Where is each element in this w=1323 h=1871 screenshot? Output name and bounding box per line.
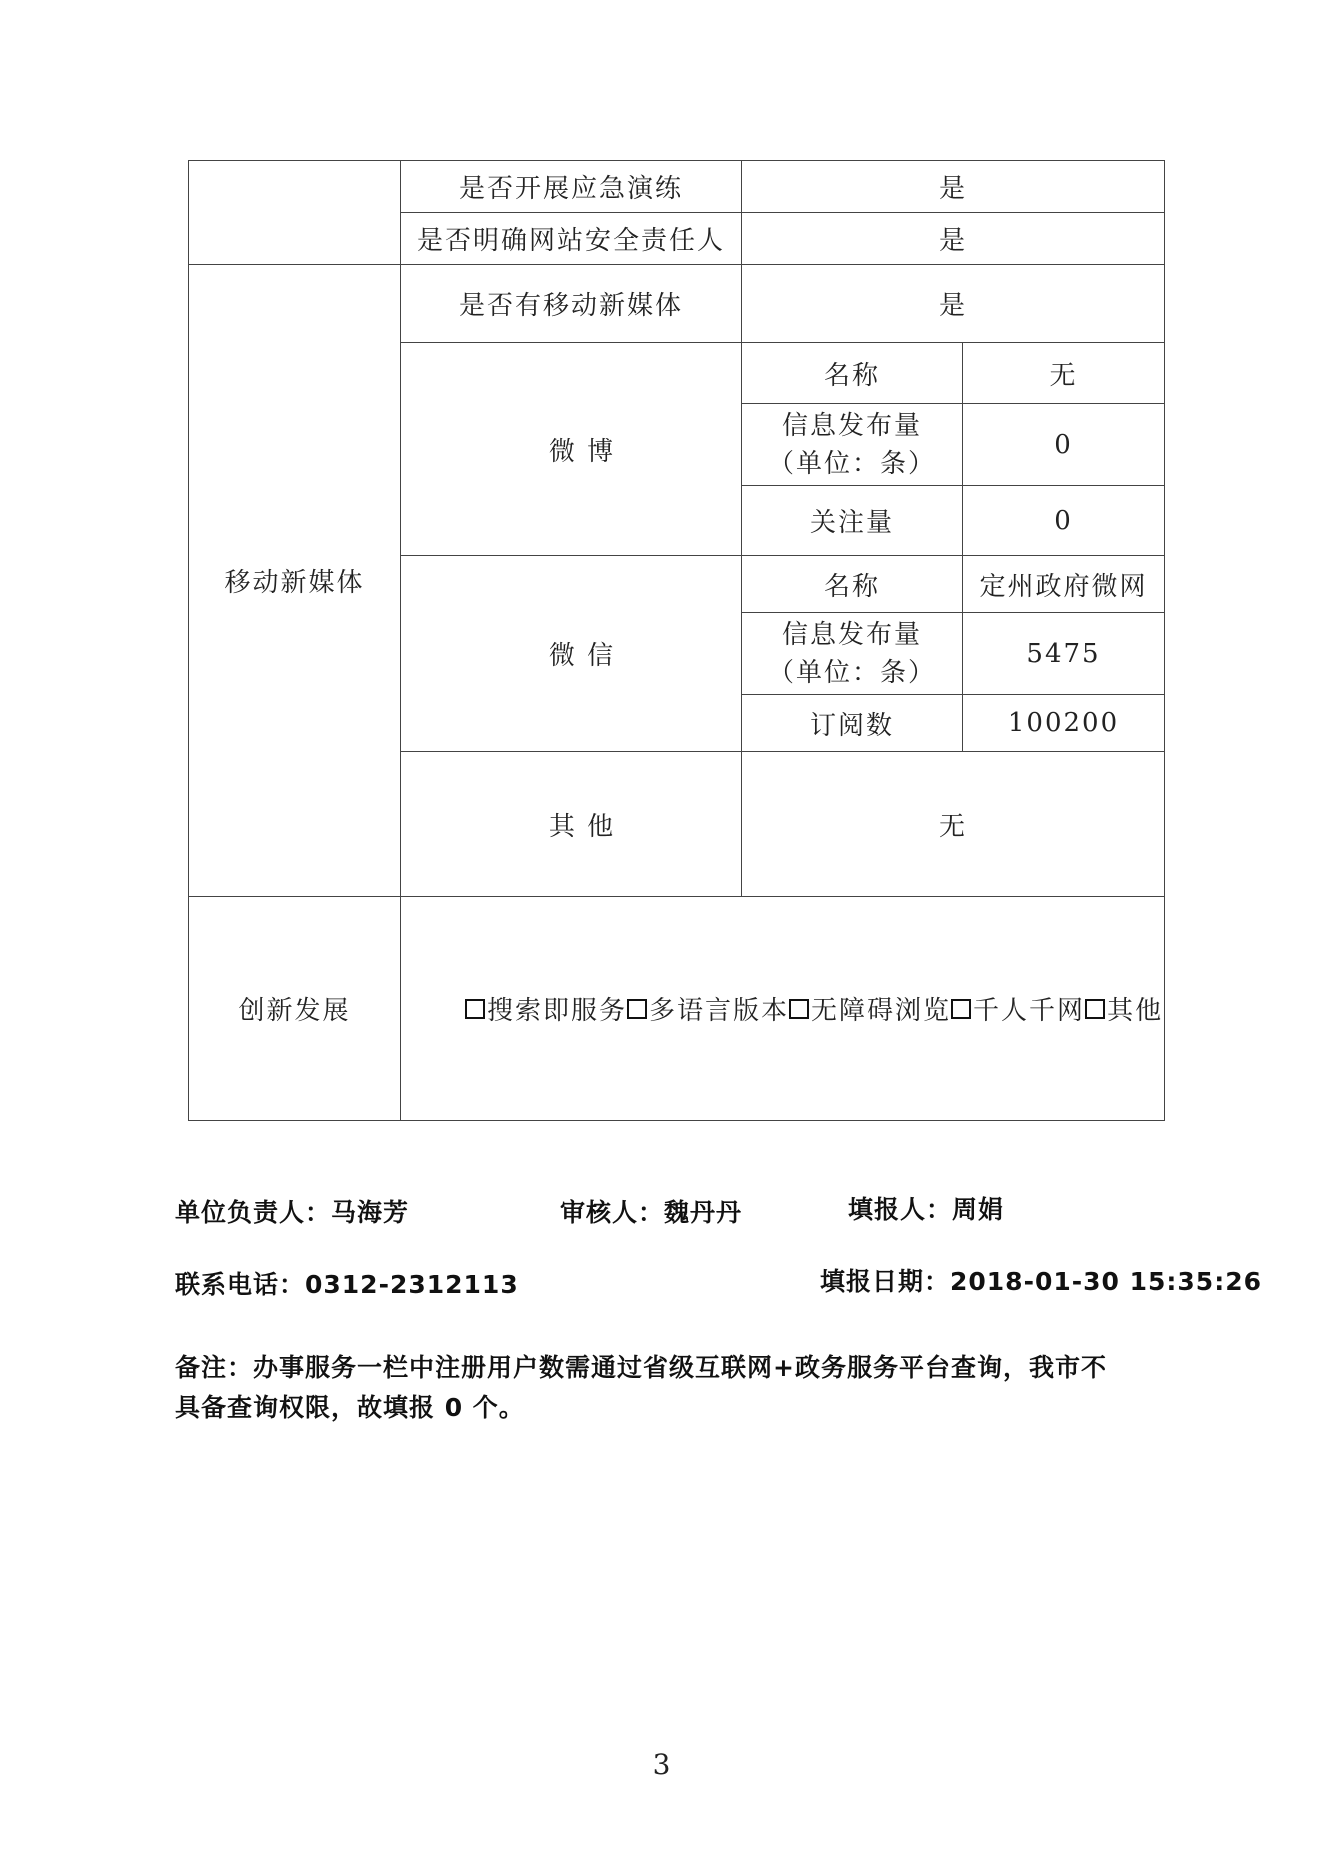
wechat-subscribers-label: 订阅数 [742,695,963,752]
page-number: 3 [652,1748,671,1781]
innovation-options-cell [401,897,1165,1121]
filler: 填报人：周娟 [848,1195,1005,1224]
remarks-line1: 备注：办事服务一栏中注册用户数需通过省级互联网+政务服务平台查询，我市不 [175,1353,1107,1382]
weibo-name-value: 无 [963,343,1165,404]
wechat-posts-label [742,613,963,695]
blank-section-cell [189,161,401,265]
innovation-label: 创新发展 [189,897,401,1121]
weibo-followers-value: 0 [963,486,1165,556]
checkbox-icon[interactable] [465,999,485,1019]
weibo-posts-label [742,404,963,486]
remarks [175,1348,1135,1428]
mobile-section-label: 移动新媒体 [189,265,401,897]
wechat-posts-value: 5475 [963,613,1165,695]
drill-label: 是否开展应急演练 [401,161,742,213]
unit-head: 单位负责人：马海芳 [175,1198,410,1227]
checkbox-icon[interactable] [951,999,971,1019]
wechat-name-label: 名称 [742,556,963,613]
option-personalized[interactable]: 千人千网 [951,990,1085,1027]
weibo-label: 微 博 [401,343,742,556]
option-search-service[interactable]: 搜索即服务 [465,990,627,1027]
weibo-posts-label-line2: （单位：条） [767,448,936,479]
wechat-subscribers-value: 100200 [963,695,1165,752]
report-table [188,160,1165,1121]
checkbox-icon[interactable] [1085,999,1105,1019]
option-multilingual[interactable]: 多语言版本 [627,990,789,1027]
wechat-label: 微 信 [401,556,742,752]
has-mobile-value: 是 [742,265,1165,343]
option-other[interactable]: 其他 [1085,990,1163,1027]
innovation-options [465,990,1164,1027]
weibo-posts-label-line1: 信息发布量 [781,410,922,441]
checkbox-icon[interactable] [627,999,647,1019]
contact-phone: 联系电话：0312-2312113 [175,1270,519,1299]
security-label: 是否明确网站安全责任人 [401,213,742,265]
weibo-posts-value: 0 [963,404,1165,486]
wechat-posts-label-line2: （单位：条） [767,657,936,688]
remarks-line2: 具备查询权限，故填报 0 个。 [175,1393,525,1422]
weibo-name-label: 名称 [742,343,963,404]
other-label: 其 他 [401,752,742,897]
wechat-name-value: 定州政府微网 [963,556,1165,613]
other-value: 无 [742,752,1165,897]
fill-date: 填报日期：2018-01-30 15:35:26 [820,1267,1262,1296]
drill-value: 是 [742,161,1165,213]
reviewer: 审核人：魏丹丹 [560,1198,743,1227]
checkbox-icon[interactable] [789,999,809,1019]
has-mobile-label: 是否有移动新媒体 [401,265,742,343]
option-accessibility[interactable]: 无障碍浏览 [789,990,951,1027]
wechat-posts-label-line1: 信息发布量 [781,619,922,650]
weibo-followers-label: 关注量 [742,486,963,556]
security-value: 是 [742,213,1165,265]
